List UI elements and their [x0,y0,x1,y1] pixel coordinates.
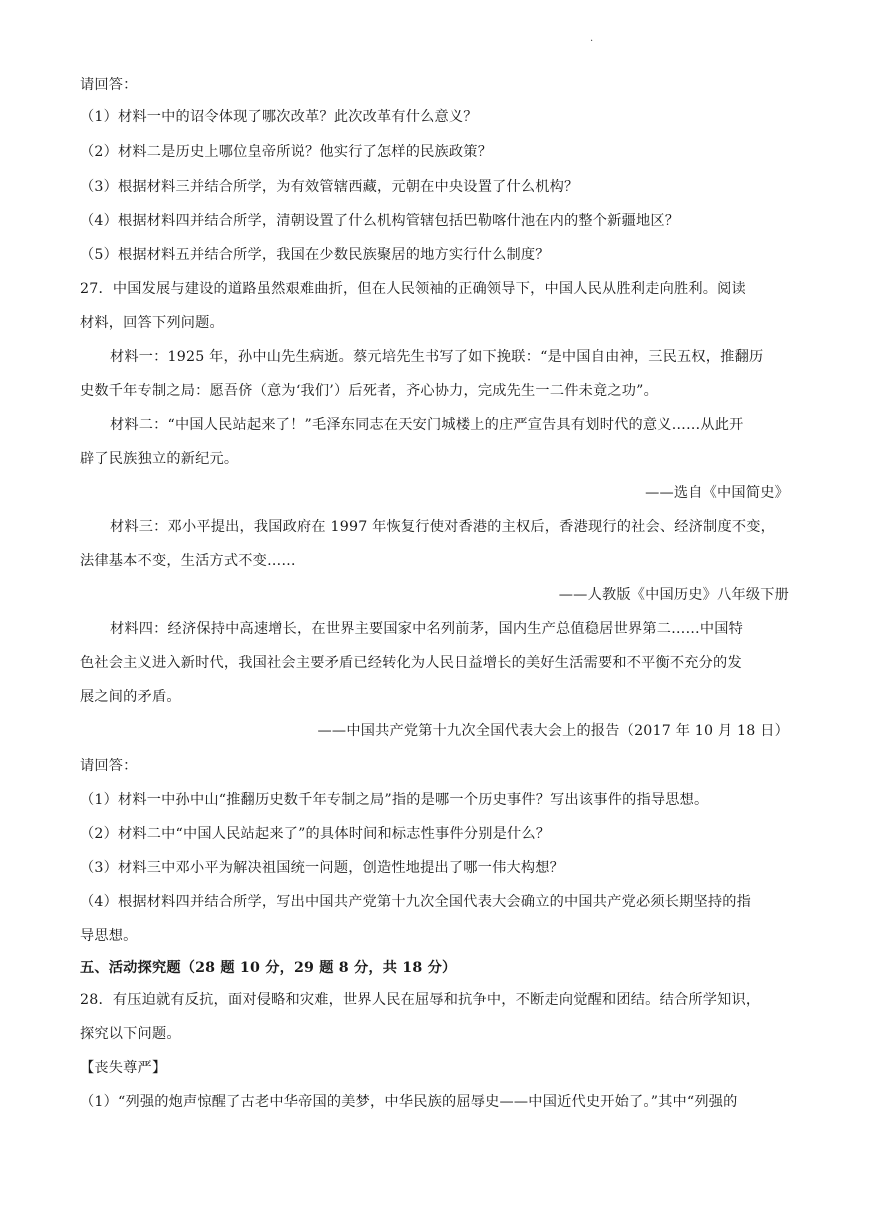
text-line: （1）材料一中孙中山“推翻历史数千年专制之局”指的是哪一个历史事件？写出该事件的指导思想。 [80,792,709,808]
text-line: 法律基本不变，生活方式不变…… [80,553,296,569]
text-line: 材料一：1925 年，孙中山先生病逝。蔡元培先生书写了如下挽联：“是中国自由神，三民五权，推翻历 [110,349,764,365]
text-line: （4）根据材料四并结合所学，写出中国共产党第十九次全国代表大会确立的中国共产党必须长期坚持的指 [80,894,752,910]
text-line: ——中国共产党第十九次全国代表大会上的报告（2017 年 10 月 18 日） [317,723,789,739]
text-line: （4）根据材料四并结合所学，清朝设置了什么机构管辖包括巴勒喀什池在内的整个新疆地区？ [80,213,680,229]
text-line: 史数千年专制之局：愿吾侪（意为‘我们’）后死者，齐心协力，完成先生一二件未竟之功”。 [80,383,658,399]
text-line: 27．中国发展与建设的道路虽然艰难曲折，但在人民领袖的正确领导下，中国人民从胜利走向胜利。阅读 [80,281,746,297]
text-line: 导思想。 [80,928,138,944]
text-line: ——人教版《中国历史》八年级下册 [558,587,789,603]
text-line: 材料三：邓小平提出，我国政府在 1997 年恢复行使对香港的主权后，香港现行的社会、经济制度不变， [110,519,775,535]
text-line: 请回答： [80,758,138,774]
text-line: （1）材料一中的诏令体现了哪次改革？此次改革有什么意义？ [80,109,478,125]
text-line: 材料四：经济保持中高速增长，在世界主要国家中名列前茅，国内生产总值稳居世界第二……中国特 [110,621,744,637]
text-line: 探究以下问题。 [80,1026,181,1042]
text-line: 辟了民族独立的新纪元。 [80,451,239,467]
text-line: 色社会主义进入新时代，我国社会主要矛盾已经转化为人民日益增长的美好生活需要和不平衡不充分的发 [80,655,742,671]
text-line: （1）“列强的炮声惊醒了古老中华帝国的美梦，中华民族的屈辱史——中国近代史开始了。”其中“列强的 [80,1094,738,1110]
text-line: ——选自《中国简史》 [645,485,789,501]
section-heading: 五、活动探究题（28 题 10 分，29 题 8 分，共 18 分） [80,960,457,976]
text-line: 展之间的矛盾。 [80,689,181,705]
text-line: （5）根据材料五并结合所学，我国在少数民族聚居的地方实行什么制度？ [80,247,550,263]
text-line: 请回答： [80,77,138,93]
text-line: （3）材料三中邓小平为解决祖国统一问题，创造性地提出了哪一伟大构想？ [80,860,565,876]
header-mark: . [590,33,594,44]
text-line: 材料，回答下列问题。 [80,315,224,331]
text-line: （2）材料二中“中国人民站起来了”的具体时间和标志性事件分别是什么？ [80,826,551,842]
text-line: （3）根据材料三并结合所学，为有效管辖西藏，元朝在中央设置了什么机构？ [80,179,579,195]
text-line: 28．有压迫就有反抗，面对侵略和灾难，世界人民在屈辱和抗争中，不断走向觉醒和团结。结合所学知识， [80,992,761,1008]
text-line: （2）材料二是历史上哪位皇帝所说？他实行了怎样的民族政策？ [80,144,493,160]
text-line: 【丧失尊严】 [80,1060,167,1076]
text-line: 材料二：“中国人民站起来了！”毛泽东同志在天安门城楼上的庄严宣告具有划时代的意义……从此开 [110,417,744,433]
